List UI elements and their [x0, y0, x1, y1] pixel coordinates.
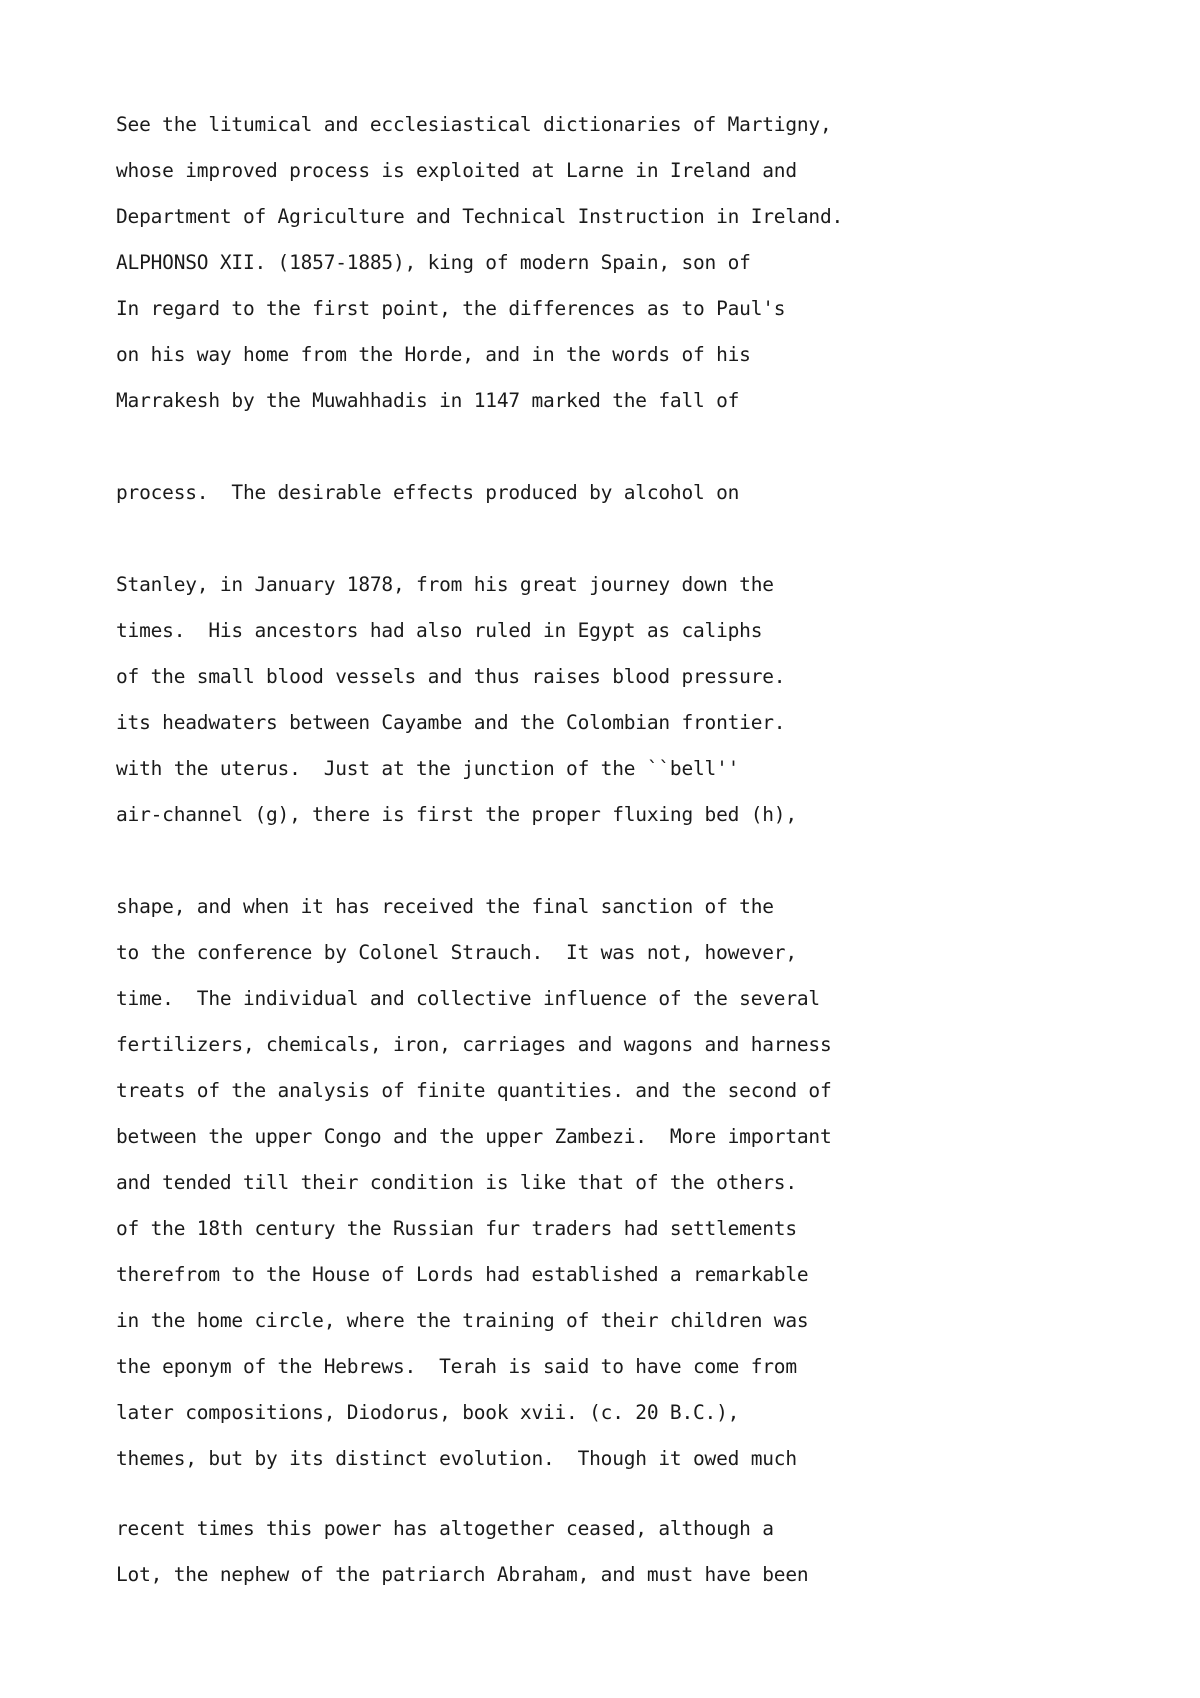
text-line: between the upper Congo and the upper Zambezi. More important: [116, 1125, 832, 1148]
text-line: on his way home from the Horde, and in the words of his: [116, 343, 751, 366]
text-line: of the 18th century the Russian fur traders had settlements: [116, 1217, 797, 1240]
text-line: air-channel (g), there is first the proper fluxing bed (h),: [116, 803, 797, 826]
text-line: later compositions, Diodorus, book xvii. (c. 20 B.C.),: [116, 1401, 740, 1424]
text-line: to the conference by Colonel Strauch. It was not, however,: [116, 941, 797, 964]
text-line: treats of the analysis of finite quantities. and the second of: [116, 1079, 832, 1102]
text-line: themes, but by its distinct evolution. Though it owed much: [116, 1447, 797, 1470]
text-line: of the small blood vessels and thus raises blood pressure.: [116, 665, 786, 688]
text-line: fertilizers, chemicals, iron, carriages and wagons and harness: [116, 1033, 832, 1056]
text-line: and tended till their condition is like that of the others.: [116, 1171, 797, 1194]
text-line: Marrakesh by the Muwahhadis in 1147 marked the fall of: [116, 389, 740, 412]
text-line: its headwaters between Cayambe and the Colombian frontier.: [116, 711, 786, 734]
text-line: shape, and when it has received the final sanction of the: [116, 895, 774, 918]
text-line: in the home circle, where the training of their children was: [116, 1309, 809, 1332]
text-line: In regard to the first point, the differences as to Paul's: [116, 297, 786, 320]
text-line: Lot, the nephew of the patriarch Abraham, and must have been: [116, 1563, 809, 1586]
text-line: ALPHONSO XII. (1857-1885), king of modern Spain, son of: [116, 251, 751, 274]
text-line: therefrom to the House of Lords had established a remarkable: [116, 1263, 809, 1286]
text-line: whose improved process is exploited at Larne in Ireland and: [116, 159, 797, 182]
text-line: with the uterus. Just at the junction of the ``bell'': [116, 757, 740, 780]
text-line: the eponym of the Hebrews. Terah is said to have come from: [116, 1355, 797, 1378]
text-line: See the litumical and ecclesiastical dictionaries of Martigny,: [116, 113, 832, 136]
text-line: recent times this power has altogether ceased, although a: [116, 1517, 774, 1540]
text-line: Stanley, in January 1878, from his great journey down the: [116, 573, 774, 596]
text-line: time. The individual and collective influence of the several: [116, 987, 820, 1010]
text-line: times. His ancestors had also ruled in Egypt as caliphs: [116, 619, 763, 642]
text-line: process. The desirable effects produced by alcohol on: [116, 481, 740, 504]
text-line: Department of Agriculture and Technical Instruction in Ireland.: [116, 205, 844, 228]
